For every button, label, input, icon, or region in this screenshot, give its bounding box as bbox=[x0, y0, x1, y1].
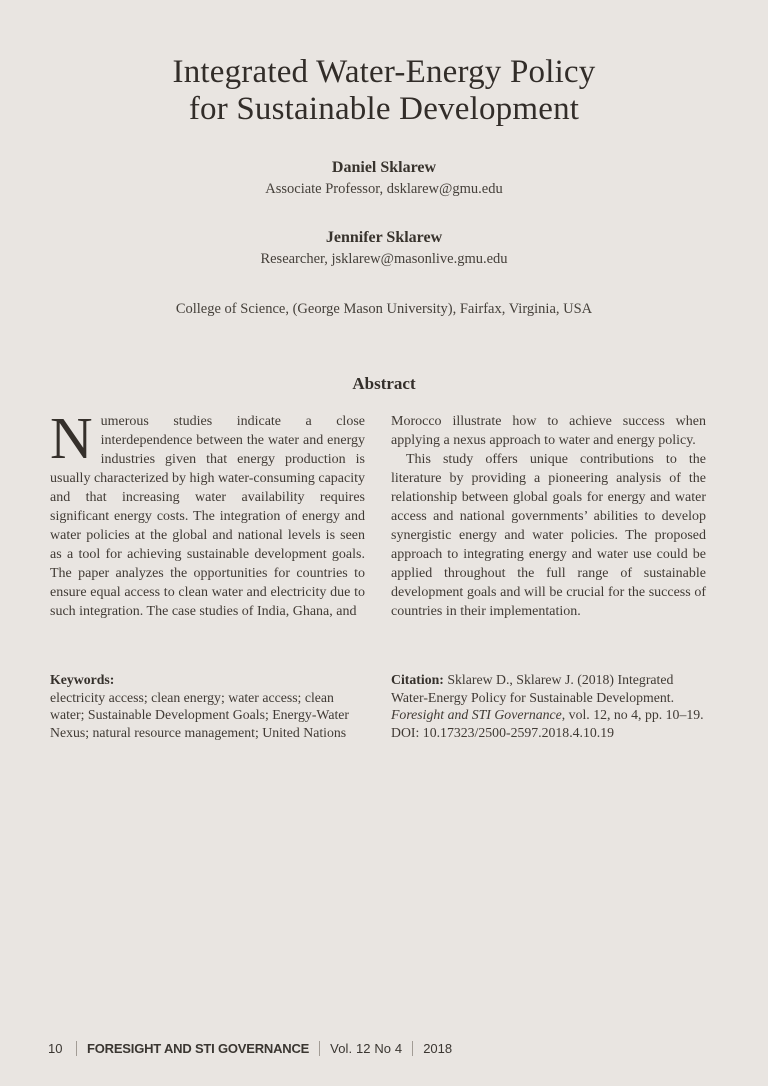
footer-divider bbox=[319, 1041, 320, 1056]
abstract-content bbox=[50, 405, 706, 741]
abstract-heading: Abstract bbox=[352, 374, 416, 393]
citation-text-2: , vol. 12, no 4, pp. 10–19. bbox=[561, 707, 704, 722]
author-name-daniel: Daniel Sklarew bbox=[331, 159, 437, 176]
abstract-paragraph-2: Morocco illustrate how to achieve success when applying a nexus approach to water and energy policy. bbox=[391, 414, 706, 448]
abstract-paragraph-3: This study offers unique contributions to the literature by providing a pioneering analysis of the relationship between global goals for energy and water access and national governments’ abilities to develop synergistic energy and water policies. The proposed approach to integrating energy and water use could be applied throughout the full range of sustainable development goals and will be crucial for the success of countries in their implementation. bbox=[391, 452, 706, 619]
citation-journal-italic: Foresight and STI Governance bbox=[391, 707, 562, 722]
abstract-columns bbox=[50, 405, 706, 621]
page-footer bbox=[48, 1041, 452, 1056]
citation-text-1: Sklarew D., Sklarew J. (2018) Integrated Water-Energy Policy for Sustainable Development. bbox=[391, 672, 675, 705]
author-name-jennifer: Jennifer Sklarew bbox=[325, 229, 443, 246]
footer-divider bbox=[76, 1041, 77, 1056]
citation-doi: DOI: 10.17323/2500-2597.2018.4.10.19 bbox=[391, 724, 615, 740]
page-title bbox=[0, 0, 768, 128]
footer-divider bbox=[412, 1041, 413, 1056]
abstract-paragraph-1 bbox=[50, 405, 365, 621]
author-role-jennifer: Researcher, jsklarew@masonlive.gmu.edu bbox=[260, 251, 508, 267]
citation-block bbox=[391, 671, 706, 741]
abstract-column-left bbox=[50, 405, 365, 621]
drop-cap: N bbox=[50, 405, 93, 471]
abstract-column-right bbox=[391, 412, 706, 621]
abstract-col1-text: umerous studies indicate a close interdependence between the water and energy industries given that energy production is usually characterized by high water-consuming capacity and that increasing water availability requires significant energy costs. The integration of energy and water policies at the global and national levels is seen as a tool for achieving sustainable development goals. The paper analyzes the opportunities for countries to ensure equal access to clean water and electricity due to such integration. The case studies of India, Ghana, and bbox=[50, 414, 365, 619]
title-line-2: for Sustainable Development bbox=[188, 91, 580, 127]
citation-label: Citation: bbox=[391, 672, 444, 687]
keywords-block bbox=[50, 671, 365, 741]
title-line-1: Integrated Water-Energy Policy bbox=[172, 54, 596, 90]
footer-journal-name: FORESIGHT AND STI GOVERNANCE bbox=[87, 1041, 310, 1056]
meta-row bbox=[50, 671, 706, 741]
footer-volume: Vol. 12 No 4 bbox=[330, 1041, 403, 1056]
footer-page-number: 10 bbox=[48, 1041, 63, 1056]
keywords-label: Keywords: bbox=[50, 672, 115, 687]
footer-year: 2018 bbox=[423, 1041, 453, 1056]
keywords-text: electricity access; clean energy; water access; clean water; Sustainable Development Goals; Energy-Water Nexus; natural resource management; United Nations bbox=[50, 689, 350, 740]
authors-block bbox=[0, 159, 768, 268]
author-role-daniel: Associate Professor, dsklarew@gmu.edu bbox=[265, 181, 503, 197]
affiliation-line: College of Science, (George Mason University), Fairfax, Virginia, USA bbox=[175, 301, 593, 317]
